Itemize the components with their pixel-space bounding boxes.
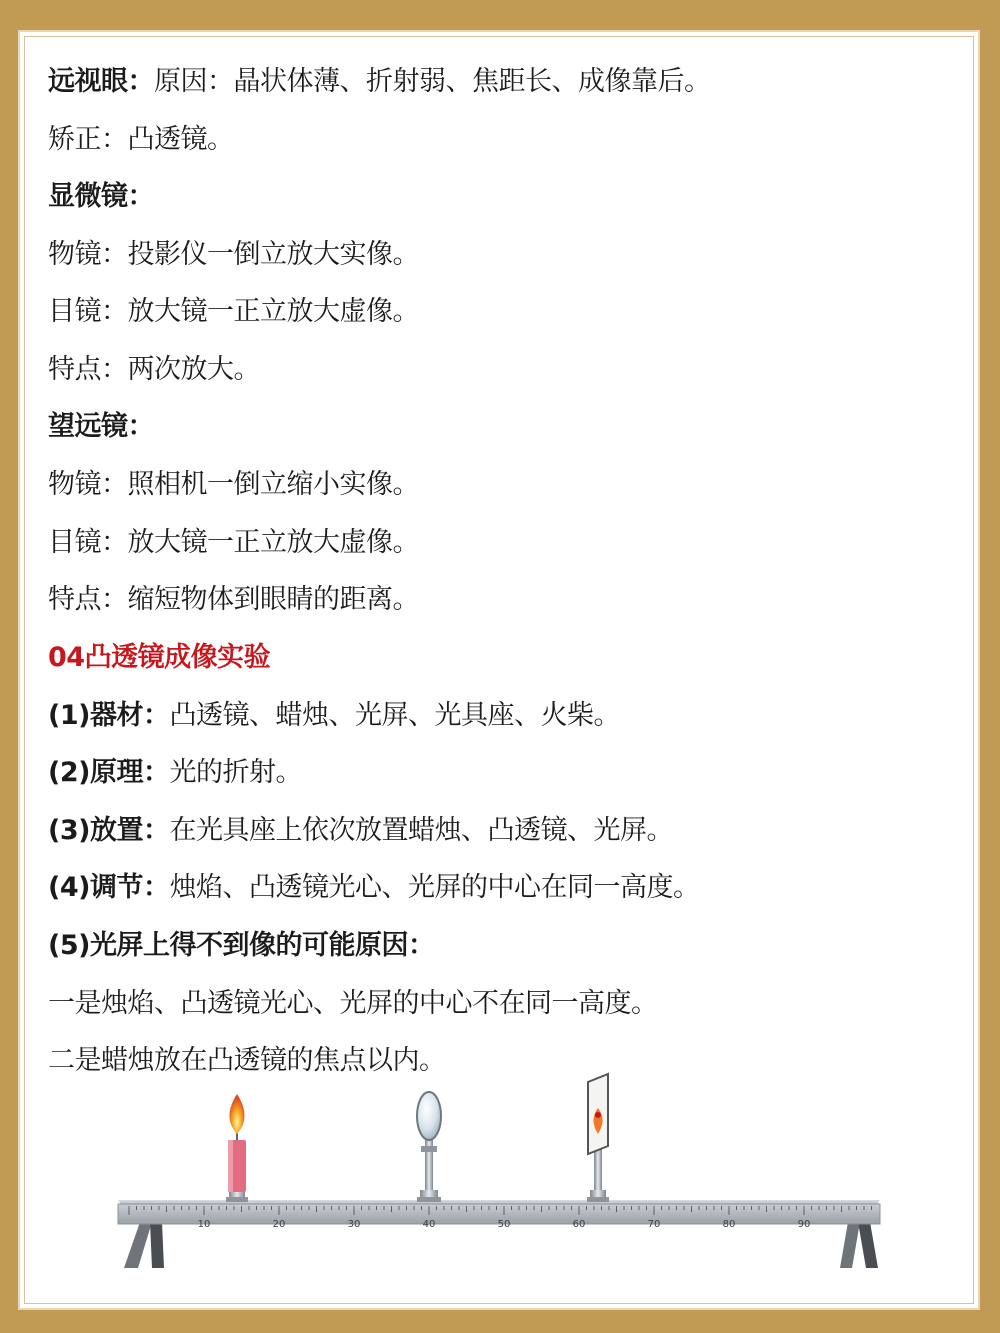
microscope-eyepiece: 目镜：放大镜一正立放大虚像。	[48, 296, 419, 327]
hyperopia-cause: 原因：晶状体薄、折射弱、焦距长、成像靠后。	[154, 66, 711, 97]
bench-leg-right	[840, 1222, 878, 1268]
candle	[226, 1094, 248, 1202]
hyperopia-label: 远视眼：	[48, 66, 154, 97]
telescope-heading: 望远镜：	[48, 411, 154, 442]
microscope-objective: 物镜：投影仪一倒立放大实像。	[48, 239, 419, 270]
microscope-heading: 显微镜：	[48, 181, 154, 212]
tick-label: 30	[347, 1219, 361, 1230]
item-text: 光的折射。	[169, 757, 302, 788]
tick-label: 20	[272, 1219, 286, 1230]
item-text: 烛焰、凸透镜光心、光屏的中心在同一高度。	[169, 872, 700, 903]
light-screen	[587, 1074, 609, 1202]
tick-label: 60	[572, 1219, 586, 1230]
lens-glass	[417, 1092, 441, 1140]
tick-label: 80	[722, 1219, 736, 1230]
item-text: 在光具座上依次放置蜡烛、凸透镜、光屏。	[169, 815, 673, 846]
tick-label: 40	[422, 1219, 436, 1230]
candle-flame	[229, 1094, 244, 1134]
telescope-feature: 特点：缩短物体到眼睛的距离。	[48, 584, 419, 615]
convex-lens	[417, 1092, 441, 1202]
tick-label: 70	[647, 1219, 661, 1230]
item-text: 凸透镜、蜡烛、光屏、光具座、火柴。	[169, 700, 620, 731]
microscope-feature: 特点：两次放大。	[48, 354, 260, 385]
tick-label: 90	[797, 1219, 811, 1230]
tick-label: 10	[197, 1219, 211, 1230]
item-label: (3)放置：	[48, 815, 170, 846]
experiment-title: 04凸透镜成像实验	[48, 642, 271, 673]
tick-label: 50	[497, 1219, 511, 1230]
bench-leg-left	[124, 1222, 164, 1268]
telescope-eyepiece: 目镜：放大镜一正立放大虚像。	[48, 527, 419, 558]
failure-reason-2: 二是蜡烛放在凸透镜的焦点以内。	[48, 1045, 446, 1076]
item-label: (1)器材：	[48, 700, 170, 731]
hyperopia-correction: 矫正：凸透镜。	[48, 124, 234, 155]
failure-reason-1: 一是烛焰、凸透镜光心、光屏的中心不在同一高度。	[48, 988, 658, 1019]
telescope-objective: 物镜：照相机一倒立缩小实像。	[48, 469, 419, 500]
failure-heading: (5)光屏上得不到像的可能原因：	[48, 930, 435, 961]
item-label: (4)调节：	[48, 872, 170, 903]
item-label: (2)原理：	[48, 757, 170, 788]
